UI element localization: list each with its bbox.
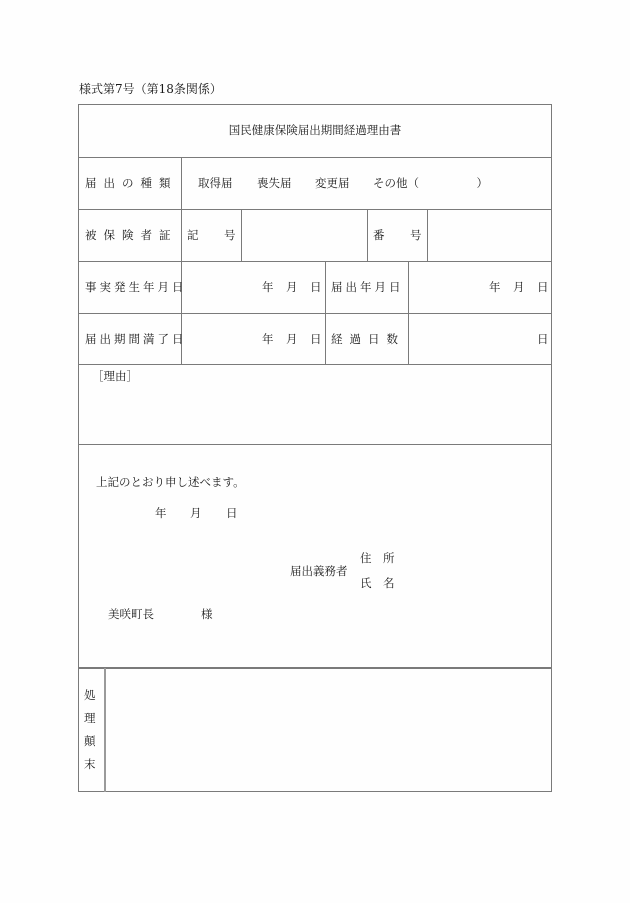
- symbol-field[interactable]: [242, 210, 367, 261]
- form-code: 様式第7号（第18条関係）: [79, 82, 222, 96]
- deadline-day: 日: [310, 332, 322, 346]
- number-field[interactable]: [428, 210, 551, 261]
- processing-field[interactable]: [107, 669, 551, 791]
- filing-day: 日: [537, 280, 549, 294]
- filing-date-field[interactable]: [409, 262, 551, 313]
- insurance-card-label: 被保険者証: [85, 228, 178, 242]
- processing-label-char: 顛: [84, 734, 96, 748]
- occurrence-month: 月: [286, 280, 298, 294]
- option-change[interactable]: 変更届: [315, 176, 350, 190]
- processing-label-char: 理: [84, 711, 96, 725]
- elapsed-days-label: 経過日数: [331, 332, 405, 346]
- deadline-date-label: 届出期間満了日: [85, 332, 187, 346]
- deadline-month: 月: [286, 332, 298, 346]
- occurrence-date-label: 事実発生年月日: [85, 280, 187, 294]
- option-loss[interactable]: 喪失届: [257, 176, 292, 190]
- deadline-year: 年: [262, 332, 274, 346]
- occurrence-year: 年: [262, 280, 274, 294]
- option-acquisition[interactable]: 取得届: [198, 176, 233, 190]
- recipient: 美咲町長: [108, 607, 154, 621]
- option-other[interactable]: その他（ ）: [373, 176, 488, 190]
- processing-divider: [104, 668, 106, 792]
- declaration-year: 年: [155, 506, 167, 520]
- reason-label: ［理由］: [92, 369, 138, 383]
- number-label-2: 号: [410, 228, 422, 242]
- filing-month: 月: [513, 280, 525, 294]
- processing-label-char: 処: [84, 688, 96, 702]
- column-divider: [367, 209, 368, 261]
- obligor-label: 届出義務者: [290, 564, 348, 578]
- filing-year: 年: [489, 280, 501, 294]
- row-divider: [78, 157, 552, 158]
- column-divider: [325, 261, 326, 364]
- form-title: 国民健康保険届出期間経過理由書: [228, 123, 402, 137]
- processing-label-char: 末: [84, 757, 96, 771]
- elapsed-days-field[interactable]: [409, 314, 551, 364]
- honorific: 様: [201, 607, 213, 621]
- reason-field[interactable]: [79, 385, 551, 443]
- name-label: 氏 名: [360, 576, 395, 590]
- filing-date-label: 届出年月日: [331, 280, 404, 294]
- number-label-1: 番: [373, 228, 385, 242]
- occurrence-day: 日: [310, 280, 322, 294]
- declaration-day: 日: [226, 506, 238, 520]
- occurrence-date-field[interactable]: [182, 262, 325, 313]
- declaration-month: 月: [190, 506, 202, 520]
- declaration-statement: 上記のとおり申し述べます。: [96, 475, 245, 489]
- row-divider: [78, 444, 552, 445]
- address-label: 住 所: [360, 551, 395, 565]
- deadline-date-field[interactable]: [182, 314, 325, 364]
- notification-type-label: 届出の種類: [85, 176, 178, 190]
- elapsed-days-unit: 日: [537, 332, 549, 346]
- row-divider: [78, 364, 552, 365]
- symbol-label-1: 記: [187, 228, 199, 242]
- symbol-label-2: 号: [224, 228, 236, 242]
